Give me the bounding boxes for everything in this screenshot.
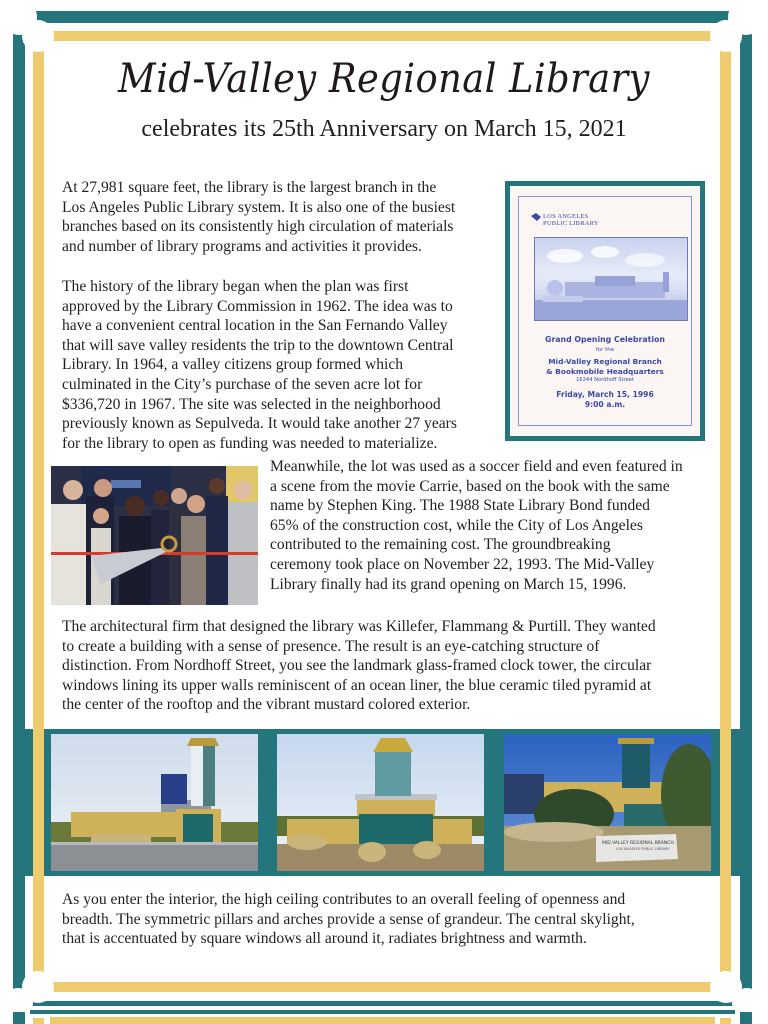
library-sketch-illustration <box>534 237 688 321</box>
text-line: breadth. The symmetric pillars and arches provide a sense of grandeur. The central skylight, <box>62 910 635 928</box>
brochure-heading: Grand Opening Celebration <box>545 335 665 344</box>
brochure-paper <box>510 186 700 436</box>
next-frame-outer-left <box>13 1012 25 1024</box>
page-subtitle: celebrates its 25th Anniversary on March 15, 2021 <box>141 116 627 142</box>
band-gold-right <box>720 729 731 876</box>
brochure-inner-frame <box>518 196 692 426</box>
text-line: culminated in the City’s purchase of the seven acre lot for <box>62 375 423 393</box>
text-line: to create a building with a sense of presence. The result is an eye-catching structure of <box>62 637 600 655</box>
building-photo-icon <box>504 734 711 871</box>
text-line: name by Stephen King. The 1988 State Library Bond funded <box>270 497 650 515</box>
svg-text:LOS ANGELES PUBLIC LIBRARY: LOS ANGELES PUBLIC LIBRARY <box>616 847 670 851</box>
lapl-logo-text: LOS ANGELES PUBLIC LIBRARY <box>543 213 599 227</box>
building-photo-icon <box>277 734 484 871</box>
text-line: $336,720 in 1967. The site was selected in the neighborhood <box>62 395 441 413</box>
building-photo-icon <box>51 734 258 871</box>
brochure-time: 9:00 a.m. <box>584 400 626 409</box>
library-exterior-photo-3 <box>504 734 711 871</box>
text-line: The history of the library began when the plan was first <box>62 278 409 295</box>
text-line: Library. In 1964, a valley citizens group formed which <box>62 356 404 374</box>
text-line: At 27,981 square feet, the library is the largest branch in the <box>62 179 437 196</box>
next-frame-outer-top <box>30 1010 735 1014</box>
text-line: 65% of the construction cost, while the City of Los Angeles <box>270 516 643 534</box>
paragraph-history <box>62 277 502 453</box>
text-line: that is accentuated by square windows all around it, radiates brightness and warmth. <box>62 930 587 948</box>
next-frame-inner-top <box>50 1017 715 1024</box>
frame-inner-bottom <box>33 982 731 992</box>
frame-inner-top <box>33 31 731 41</box>
frame-outer-top <box>13 11 752 23</box>
brochure-address: 16244 Nordhoff Street <box>576 377 634 383</box>
text-line: branches based on its consistently high circulation of materials <box>62 218 454 236</box>
text-line: Library finally had its grand opening on March 15, 1996. <box>270 575 627 593</box>
text-line: for the library to open as funding was needed to materialize. <box>62 434 438 452</box>
text-line: a scene from the movie Carrie, based on the book with the same <box>270 477 670 495</box>
next-frame-outer-right <box>740 1012 752 1024</box>
text-line: ceremony took place on November 22, 1993. The Mid-Valley <box>270 555 655 573</box>
paragraph-construction <box>270 457 720 594</box>
text-line: windows lining its upper walls reminiscent of an ocean liner, the blue ceramic tiled pyramid at <box>62 676 652 694</box>
corner-notch <box>710 20 742 52</box>
text-line: have a convenient central location in the San Fernando Valley <box>62 317 448 335</box>
ribbon-cutting-photo <box>51 466 258 605</box>
next-frame-inner-right <box>720 1018 731 1024</box>
library-exterior-photo-2 <box>277 734 484 871</box>
text-line: The architectural firm that designed the library was Killefer, Flammang & Purtill. They wanted <box>62 618 656 635</box>
text-line: Meanwhile, the lot was used as a soccer field and even featured in <box>270 458 683 475</box>
svg-text:MID VALLEY REGIONAL BRANCH: MID VALLEY REGIONAL BRANCH <box>602 841 674 846</box>
text-line: approved by the Library Commission in 1962. The idea was to <box>62 297 453 315</box>
brochure-branch-line2: & Bookmobile Headquarters <box>546 367 664 376</box>
text-line: and number of library programs and activities it provides. <box>62 237 422 255</box>
paragraph-architecture <box>62 617 722 715</box>
paragraph-size <box>62 178 502 256</box>
corner-notch <box>22 20 54 52</box>
page-title: Mid-Valley Regional Library <box>118 56 650 102</box>
grand-opening-brochure-image <box>505 181 705 441</box>
text-line: distinction. From Nordhoff Street, you see the landmark glass-framed clock tower, the circular <box>62 657 652 675</box>
paragraph-interior <box>62 890 722 949</box>
ribbon-cutting-scene-icon <box>51 466 258 605</box>
library-exterior-photo-1 <box>51 734 258 871</box>
building-sketch-icon <box>535 238 687 320</box>
text-line: the center of the rooftop and the vibrant mustard colored exterior. <box>62 696 471 714</box>
next-frame-inner-left <box>33 1018 44 1024</box>
frame-outer-bottom <box>13 1001 752 1006</box>
band-gold-left <box>33 729 44 876</box>
text-line: that will save valley residents the trip to the downtown Central <box>62 336 454 354</box>
text-line: contributed to the remaining cost. The groundbreaking <box>270 536 611 554</box>
brochure-branch-line1: Mid-Valley Regional Branch <box>548 357 662 366</box>
brochure-date: Friday, March 15, 1996 <box>556 390 654 399</box>
text-line: As you enter the interior, the high ceiling contributes to an overall feeling of openness and <box>62 891 626 908</box>
text-line: previously known as Sepulveda. It would take another 27 years <box>62 415 457 433</box>
lapl-logo-icon <box>531 213 541 221</box>
brochure-for-the: for the <box>595 347 615 353</box>
text-line: Los Angeles Public Library system. It is also one of the busiest <box>62 198 456 216</box>
